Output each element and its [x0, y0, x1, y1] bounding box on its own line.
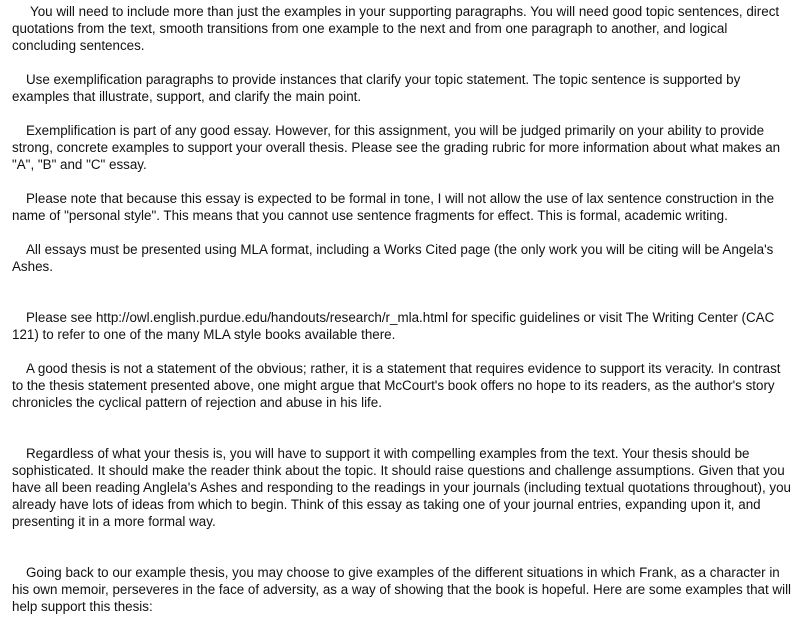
- paragraph-mla-format: All essays must be presented using MLA format, including a Works Cited page (the only work you will be citing will be Angela's Ashes.: [12, 242, 774, 274]
- paragraph-example-thesis: Going back to our example thesis, you may choose to give examples of the different situations in which Frank, as a character in his own memoir, perseveres in the face of adversity, as a way of showing that the book is hopeful. Here are some examples that will help support this thesis:: [12, 565, 792, 614]
- paragraph-support-thesis: Regardless of what your thesis is, you will have to support it with compelling examples from the text. Your thesis should be sophisticated. It should make the reader think about the topic. It should raise questions and challenge assumptions. Given that you have all been reading Anglela's Ashes and responding to the readings in your journals (including textual quotations throughout), you already have lots of ideas from which to begin. Think of this essay as taking one of your journal entries, expanding upon it, and presenting it in a more formal way.: [12, 446, 791, 529]
- paragraph-good-thesis: A good thesis is not a statement of the obvious; rather, it is a statement that requires evidence to support its veracity. In contrast to the thesis statement presented above, one might argue that McCourt's book offers no hope to its readers, as the author's story chronicles the cyclical pattern of rejection and abuse in his life.: [12, 361, 781, 410]
- paragraph-requirements: You will need to include more than just the examples in your supporting paragraphs. You will need good topic sentences, direct quotations from the text, smooth transitions from one example to the next and from one paragraph to another, and logical concluding sentences.: [12, 4, 780, 53]
- paragraph-exemplification-definition: Use exemplification paragraphs to provide instances that clarify your topic statement. The topic sentence is supported by examples that illustrate, support, and clarify the main point.: [12, 72, 741, 104]
- paragraph-exemplification-essay: Exemplification is part of any good essay. However, for this assignment, you will be judged primarily on your ability to provide strong, concrete examples to support your overall thesis. Please see the grading rubric for more information about what makes an "A", "B" and "C" essay.: [12, 123, 781, 172]
- paragraph-mla-resources: Please see http://owl.english.purdue.edu/handouts/research/r_mla.html for specific guidelines or visit The Writing Center (CAC 121) to refer to one of the many MLA style books available there.: [12, 310, 775, 342]
- paragraph-formal-tone: Please note that because this essay is expected to be formal in tone, I will not allow the use of lax sentence construction in the name of "personal style". This means that you cannot use sentence fragments for effect. This is formal, academic writing.: [12, 191, 775, 223]
